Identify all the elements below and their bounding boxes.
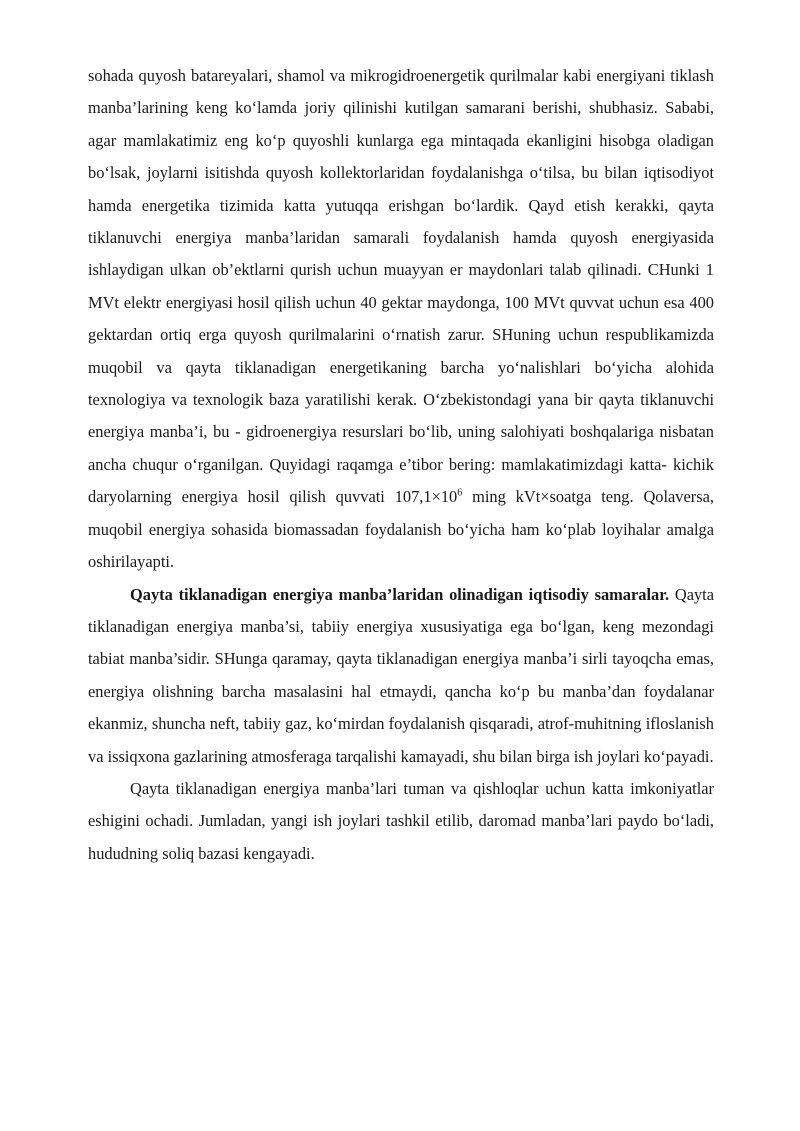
paragraph-3-text: Qayta tiklanadigan energiya manba’lari tuman va qishloqlar uchun katta imkoniyatlar eshigini ochadi. Jumladan, yangi ish joylari tashkil etilib, daromad manba’lari paydo bo‘ladi, hududning soliq bazasi kengayadi. (88, 778, 714, 863)
paragraph-1 (88, 60, 714, 579)
section-heading: Qayta tiklanadigan energiya manba’laridan olinadigan iqtisodiy samaralar. (130, 584, 670, 604)
paragraph-2-text: Qayta tiklanadigan energiya manba’si, tabiiy energiya xususiyatiga ega bo‘lgan, keng mezondagi tabiat manba’sidir. SHunga qaramay, qayta tiklanadigan energiya manba’i sirli tayoqcha emas, energiya olishning barcha masalasini hal etmaydi, qancha ko‘p bu manba’dan foydalanar ekanmiz, shuncha neft, tabiiy gaz, ko‘mirdan foydalanish qisqaradi, atrof-muhitning ifloslanish va issiqxona gazlarining atmosferaga tarqalishi kamayadi, shu bilan birga ish joylari ko‘payadi. (88, 584, 715, 766)
paragraph-2 (88, 579, 714, 773)
exponent: 6 (457, 487, 463, 499)
paragraph-1-text-end: ming kVt×soatga teng. Qolaversa, muqobil energiya sohasida biomassadan foydalanish bo‘yicha ham ko‘plab loyihalar amalga oshirilayapti. (88, 487, 714, 572)
paragraph-3 (88, 773, 714, 870)
document-page (88, 60, 714, 870)
paragraph-1-text: sohada quyosh batareyalari, shamol va mikrogidroenergetik qurilmalar kabi energiyani tiklash manba’larining keng ko‘lamda joriy qilinishi kutilgan samarani berishi, shubhasiz. Sababi, agar mamlakatimiz eng ko‘p quyoshli kunlarga ega mintaqada ekanligini hisobga oladigan bo‘lsak, joylarni isitishda quyosh kollektorlaridan foydalanishga o‘tilsa, bu bilan iqtisodiyot hamda energetika tizimida katta yutuqqa erishgan bo‘lardik. Qayd etish kerakki, qayta tiklanuvchi energiya manba’laridan samarali foydalanish hamda quyosh energiyasida ishlaydigan ulkan ob’ektlarni qurish uchun muayyan er maydonlari talab qilinadi. CHunki 1 MVt elektr energiyasi hosil qilish uchun 40 gektar maydonga, 100 MVt quvvat uchun esa 400 gektardan ortiq erga quyosh qurilmalarini o‘rnatish zarur. SHuning uchun respublikamizda muqobil va qayta tiklanadigan energetikaning barcha yo‘nalishlari bo‘yicha alohida texnologiya va texnologik baza yaratilishi kerak. O‘zbekistondagi yana bir qayta tiklanuvchi energiya manba’i, bu - gidroenergiya resurslari bo‘lib, uning salohiyati boshqalariga nisbatan ancha chuqur o‘rganilgan. Quyidagi raqamga e’tibor bering: mamlakatimizdagi katta- kichik daryolarning energiya hosil qilish quvvati 107,1×10 (88, 66, 714, 507)
